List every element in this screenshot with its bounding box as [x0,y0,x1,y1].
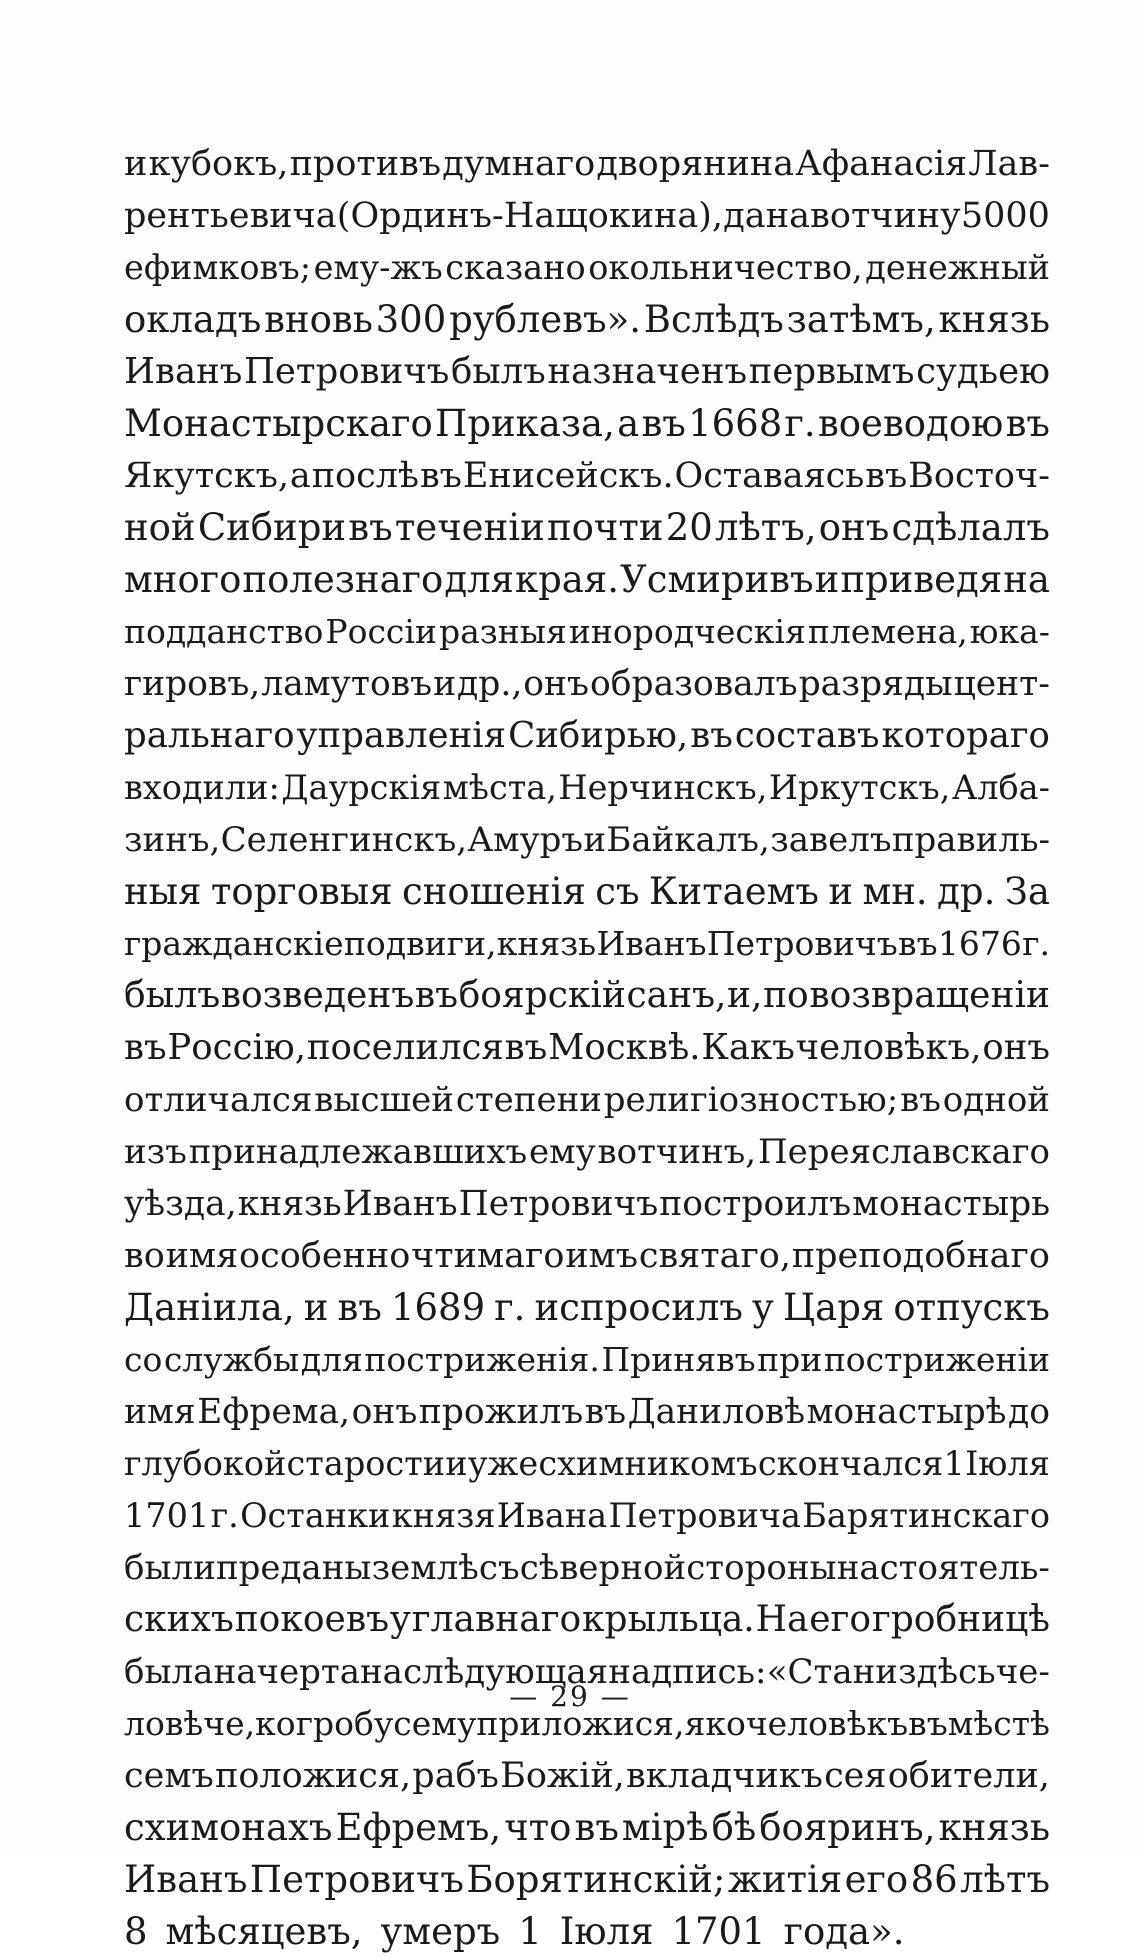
text-line: схимонахъ Ефремъ, что въ мірѣ бѣ бояринъ, князь [124,1806,1050,1849]
text-line: со службы для постриженія. Принявъ при постриженіи [124,1340,1050,1379]
text-line: во имя особенно чтимаго имъ святаго, преподобнаго [124,1236,1050,1276]
text-line: 8 мѣсяцевъ, умеръ 1 Іюля 1701 года». [124,1910,905,1953]
text-line: рентьевича (Ординъ-Нащокина), да на вотчину 5000 [124,196,1050,236]
text-line: въ Россію, поселился въ Москвѣ. Какъ человѣкъ, онъ [124,1027,1050,1068]
text-line: 1701 г. Останки князя Ивана Петровича Барятинскаго [124,1496,1050,1535]
text-line: Даніила, и въ 1689 г. испросилъ у Царя отпускъ [124,1286,1050,1329]
text-line: ловѣче, ко гробу сему приложися, яко человѣкъ въ мѣстѣ [124,1704,1050,1743]
text-line: ефимковъ; ему-жъ сказано окольничество, денежный [124,248,1050,287]
text-line: семъ положися, рабъ Божій, вкладчикъ сея обители, [124,1756,1050,1796]
text-line: глубокой старости и уже схимникомъ скончался 1 Іюля [124,1444,1050,1483]
text-line: Иванъ Петровичъ былъ назначенъ первымъ судьею [124,351,1050,392]
text-line: много полезнаго для края. Усмиривъ и приведя на [124,558,1050,601]
text-line: отличался высшей степени религіозностью; въ одной [124,1080,1050,1120]
text-line: былъ возведенъ въ боярскій санъ, и, по возвращеніи [124,975,1050,1016]
text-line: Иванъ Петровичъ Борятинскій; житія его 86 лѣтъ [124,1858,1050,1901]
text-line: и кубокъ, противъ думнаго дворянина Афанасія Лав- [124,144,1050,184]
text-line: подданство Россіи разныя инородческія племена, юка- [124,612,1050,651]
text-line: изъ принадлежавшихъ ему вотчинъ, Переяславскаго [124,1132,1050,1172]
page-number: — 29 — [509,1680,631,1713]
text-line: ральнаго управленія Сибирью, въ составъ котораго [124,715,1050,756]
text-line: гировъ, ламутовъ и др., онъ образовалъ разряды цент- [124,664,1050,704]
text-line: зинъ, Селенгинскъ, Амуръ и Байкалъ, завелъ правиль- [124,820,1050,860]
text-line: Якутскъ, а послѣ въ Енисейскъ. Оставаясь въ Восточ- [124,456,1050,496]
text-line: Монастырскаго Приказа, а въ 1668 г. воеводою въ [124,402,1050,445]
text-line: имя Ефрема, онъ прожилъ въ Даниловѣ монастырѣ до [124,1392,1050,1432]
text-line: ной Сибири въ теченіи почти 20 лѣтъ, онъ сдѣлалъ [124,506,1050,549]
text-line: скихъ покоевъ у главнаго крыльца. На его гробницѣ [124,1599,1050,1640]
text-line: были преданы землѣ съ сѣверной стороны настоятель- [124,1548,1050,1588]
text-line: входили: Даурскія мѣста, Нерчинскъ, Иркутскъ, Алба- [124,768,1050,807]
text-line: ныя торговыя сношенія съ Китаемъ и мн. др. За [124,870,1050,913]
text-line: уѣзда, князь Иванъ Петровичъ построилъ монастырь [124,1184,1050,1224]
text-line: была начертана слѣдующая надпись: «Стани здѣсь че- [124,1652,1050,1692]
text-line: гражданскіе подвиги, князь Иванъ Петровичъ въ 1676 г. [124,924,1050,963]
text-line: окладъ вновь 300 рублевъ». Вслѣдъ затѣмъ, князь [124,298,1050,341]
